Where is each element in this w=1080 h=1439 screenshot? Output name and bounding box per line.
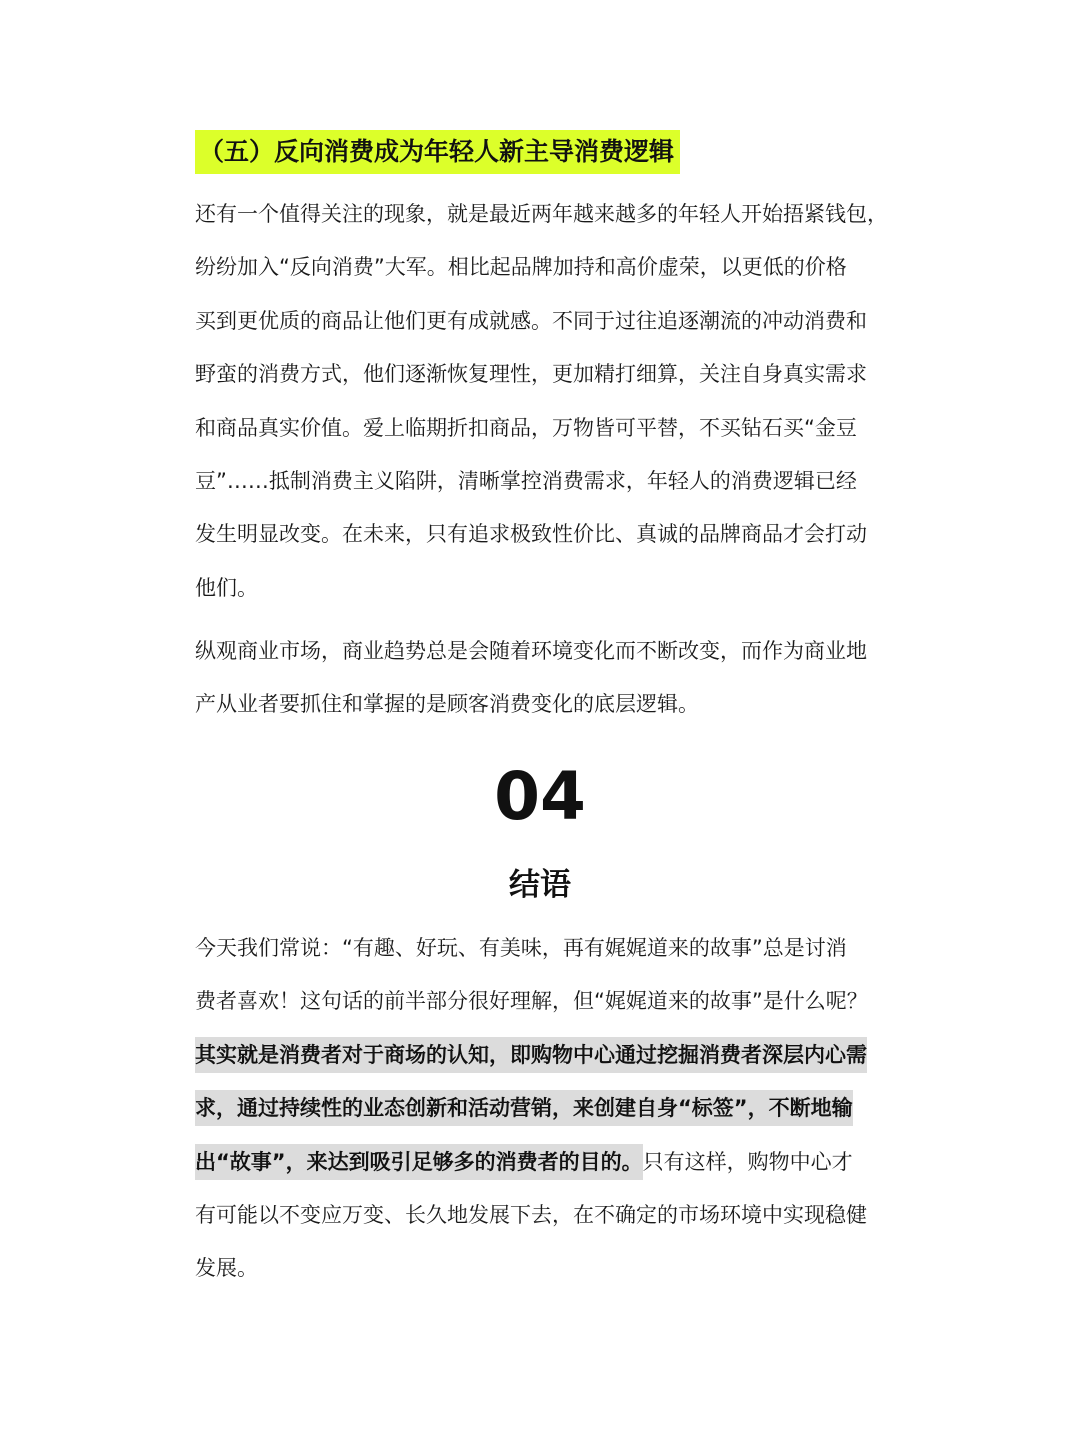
highlighted-text: 求，通过持续性的业态创新和活动营销，来创建自身“标签”，不断地输 [195,1090,853,1126]
text-line: 纵观商业市场，商业趋势总是会随着环境变化而不断改变，而作为商业地 [195,639,867,663]
text-line: 还有一个值得关注的现象，就是最近两年越来越多的年轻人开始捂紧钱包， [195,202,888,226]
text-line: 发生明显改变。在未来，只有追求极致性价比、真诚的品牌商品才会打动 [195,522,867,547]
text-line: 今天我们常说：“有趣、好玩、有美味，再有娓娓道来的故事”总是讨消 [195,936,847,960]
text-line: 发展。 [195,1256,258,1281]
paragraph-conclusion [195,922,895,1296]
text-line: 纷纷加入“反向消费”大军。相比起品牌加持和高价虚荣，以更低的价格 [195,255,847,280]
paragraph-market-overview [195,625,895,732]
text-line: 买到更优质的商品让他们更有成就感。不同于过往追逐潮流的冲动消费和 [195,308,867,333]
chapter-title: 结语 [509,867,571,903]
text-line: 野蛮的消费方式，他们逐渐恢复理性，更加精打细算，关注自身真实需求 [195,362,867,387]
text-line [195,1029,895,1082]
text-line: 和商品真实价值。爱上临期折扣商品，万物皆可平替，不买钻石买“金豆 [195,415,857,440]
text-line: 有可能以不变应万变、长久地发展下去，在不确定的市场环境中实现稳健 [195,1203,867,1228]
text-line: 费者喜欢！这句话的前半部分很好理解，但“娓娓道来的故事”是什么呢？ [195,989,868,1014]
paragraph-reverse-consumption [195,188,895,615]
highlighted-text: 其实就是消费者对于商场的认知，即购物中心通过挖掘消费者深层内心需 [195,1037,867,1073]
text-line: 产从业者要抓住和掌握的是顾客消费变化的底层逻辑。 [195,692,699,717]
text-line [195,1136,895,1189]
text-line: 他们。 [195,575,258,600]
chapter-number: 04 [494,758,586,835]
text-line: 豆”……抵制消费主义陷阱，清晰掌控消费需求，年轻人的消费逻辑已经 [195,469,857,494]
text-segment: 只有这样，购物中心才 [642,1149,853,1174]
text-line [195,1082,895,1135]
highlighted-text: 出“故事”，来达到吸引足够多的消费者的目的。 [195,1144,643,1180]
section-heading: （五）反向消费成为年轻人新主导消费逻辑 [195,130,680,174]
